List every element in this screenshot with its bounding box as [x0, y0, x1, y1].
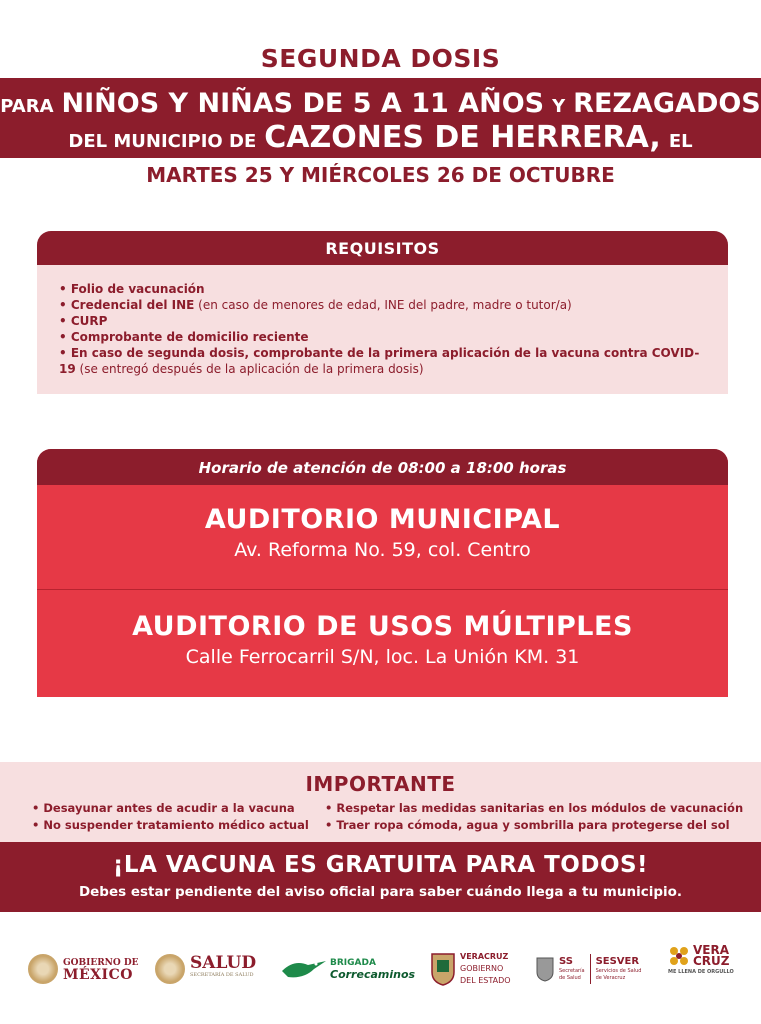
location-1: [37, 504, 728, 561]
logos-row: [0, 945, 761, 995]
ss-label: SS: [559, 956, 573, 967]
schedule-header: Horario de atención de 08:00 a 18:00 horas: [37, 449, 728, 485]
title-top: SEGUNDA DOSIS: [260, 44, 501, 73]
title-line1-small-b: Y: [552, 96, 566, 117]
title-line1-big-b: REZAGADOS: [573, 88, 761, 119]
requirements-title: REQUISITOS: [37, 231, 728, 265]
important-item: • Desayunar antes de acudir a la vacuna: [32, 801, 295, 815]
important-box: [0, 762, 761, 842]
eagle-seal-icon: [28, 954, 58, 984]
veracruz-brand-logo: [668, 945, 734, 993]
requirements-box: [37, 231, 728, 394]
requirement-bold: • Credencial del INE: [59, 298, 195, 312]
important-title: IMPORTANTE: [305, 772, 456, 796]
requirement-item: [59, 329, 709, 345]
salud-label: SALUD: [190, 953, 257, 973]
veracruz-brand-top: [668, 945, 730, 967]
gobierno-mexico-text: [63, 957, 139, 981]
title-line-2: [0, 120, 761, 155]
important-item: • Respetar las medidas sanitarias en los módulos de vacunación: [325, 801, 744, 815]
veracruz-flower-icon: [668, 945, 690, 967]
gobierno-label: GOBIERNO DE: [63, 958, 139, 968]
sesver-label: SESVER: [595, 956, 640, 967]
location-name: AUDITORIO DE USOS MÚLTIPLES: [132, 611, 633, 642]
eagle-seal-icon: [155, 954, 185, 984]
title-line2-small-a: DEL MUNICIPIO DE: [68, 131, 257, 152]
requirement-bold: • CURP: [59, 314, 108, 328]
veracruz-tagline: ME LLENA DE ORGULLO: [668, 969, 734, 975]
title-line1-big-a: NIÑOS Y NIÑAS DE 5 A 11 AÑOS: [61, 88, 545, 119]
brigada-label: BRIGADA: [330, 958, 376, 968]
requirement-bold: • Comprobante de domicilio reciente: [59, 330, 309, 344]
sesver-text: [596, 956, 642, 982]
veracruz-label: VERACRUZ: [460, 952, 509, 961]
veracruz-gobierno-logo: [430, 945, 511, 993]
free-vaccine-subtitle: Debes estar pendiente del aviso oficial para saber cuándo llega a tu municipio.: [78, 884, 683, 900]
ss-sub-label-1: Secretaría: [559, 968, 585, 974]
salud-logo: [155, 945, 256, 993]
veracruz-gobierno-text: [460, 951, 511, 987]
requirement-detail: (en caso de menores de edad, INE del padre, madre o tutor/a): [194, 298, 572, 312]
roadrunner-icon: [280, 955, 330, 983]
location-address: Av. Reforma No. 59, col. Centro: [234, 539, 531, 561]
requirements-list: [59, 281, 709, 377]
brigada-correcaminos-logo: [280, 945, 415, 993]
ss-shield-icon: [535, 956, 555, 982]
important-item: • No suspender tratamiento médico actual: [32, 818, 309, 832]
title-line2-small-b: EL: [668, 131, 693, 152]
gobierno-label: GOBIERNO: [460, 964, 504, 973]
location-name: AUDITORIO MUNICIPAL: [204, 504, 561, 535]
title-line-1: [0, 88, 761, 119]
requirement-item: [59, 297, 709, 313]
sesver-sub-label-2: de Veracruz: [595, 975, 626, 981]
gobierno-mexico-logo: [28, 945, 139, 993]
requirement-bold: • En caso de segunda dosis, comprobante de la primera aplicación de la vacuna contra COVID-19: [59, 346, 700, 376]
important-right-column: [325, 800, 743, 834]
locations-box: [37, 449, 728, 697]
ss-sesver-logo: [535, 945, 641, 993]
brigada-text: [330, 957, 415, 981]
important-left-column: [32, 800, 309, 834]
free-vaccine-band: [0, 842, 761, 912]
vera-label: VERA: [693, 943, 730, 957]
veracruz-brand-text: [693, 945, 730, 967]
salud-text: [190, 953, 257, 981]
logo-divider: [590, 954, 591, 984]
veracruz-shield-icon: [430, 952, 456, 986]
location-2: [37, 611, 728, 668]
location-address: Calle Ferrocarril S/N, loc. La Unión KM. 31: [185, 646, 580, 668]
ss-text: [559, 956, 585, 982]
requirement-bold: • Folio de vacunación: [59, 282, 205, 296]
mexico-label: MÉXICO: [63, 967, 133, 983]
important-item: • Traer ropa cómoda, agua y sombrilla para protegerse del sol: [325, 818, 730, 832]
event-date: MARTES 25 Y MIÉRCOLES 26 DE OCTUBRE: [146, 163, 615, 187]
title-line2-big: CAZONES DE HERRERA,: [264, 120, 661, 155]
requirement-item: [59, 281, 709, 297]
requirement-item: [59, 345, 709, 377]
location-divider: [37, 589, 728, 590]
ss-sub-label-2: de Salud: [559, 975, 581, 981]
del-estado-label: DEL ESTADO: [460, 976, 511, 985]
correcaminos-label: Correcaminos: [330, 968, 416, 981]
sesver-sub-label-1: Servicios de Salud: [595, 968, 642, 974]
salud-sub-label: SECRETARÍA DE SALUD: [190, 972, 254, 978]
cruz-label: CRUZ: [693, 954, 730, 968]
requirement-detail: (se entregó después de la aplicación de la primera dosis): [75, 362, 424, 376]
free-vaccine-title: ¡LA VACUNA ES GRATUITA PARA TODOS!: [112, 852, 649, 878]
title-line1-small-a: PARA: [0, 96, 54, 117]
requirement-item: [59, 313, 709, 329]
title-band: [0, 78, 761, 158]
